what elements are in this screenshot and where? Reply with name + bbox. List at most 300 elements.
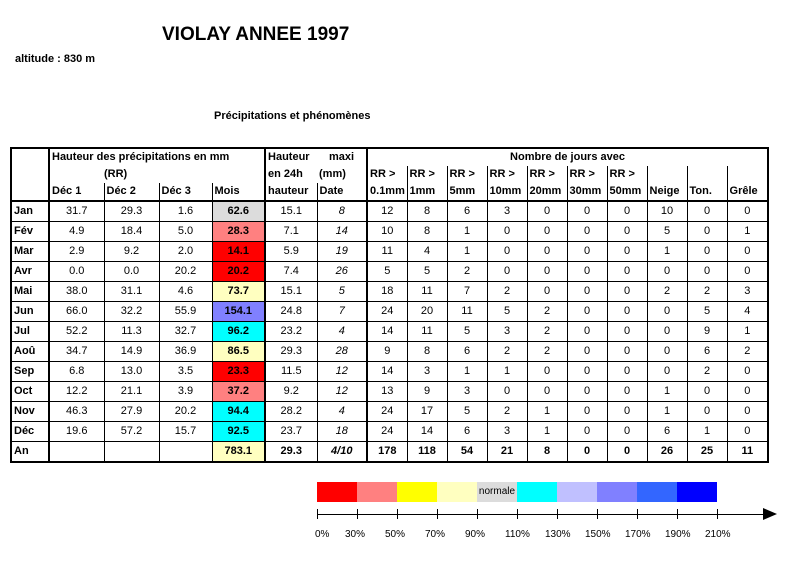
day-count-cell: 24 (367, 302, 407, 322)
max-date-cell: 4 (317, 402, 367, 422)
day-count-cell: 0 (567, 201, 607, 222)
scale-tick (477, 509, 478, 519)
decade-3-cell: 2.0 (159, 242, 212, 262)
month-label: Mar (11, 242, 49, 262)
day-count-cell: 5 (487, 302, 527, 322)
section-subtitle: Précipitations et phénomènes (214, 110, 371, 122)
day-count-cell: 0 (607, 282, 647, 302)
month-label: Sep (11, 362, 49, 382)
annual-total-row (11, 442, 768, 463)
decade-2-cell: 21.1 (104, 382, 159, 402)
day-count-cell: 0 (687, 242, 727, 262)
day-count-cell: 4 (727, 302, 768, 322)
decade-2-cell: 9.2 (104, 242, 159, 262)
day-count-cell: 3 (487, 422, 527, 442)
month-label: Mai (11, 282, 49, 302)
month-total-cell: 86.5 (212, 342, 265, 362)
max-date-cell: 26 (317, 262, 367, 282)
day-count-cell: 1 (647, 402, 687, 422)
day-count-cell: 0 (567, 322, 607, 342)
day-count-cell: 0 (607, 201, 647, 222)
column-header: 50mm (607, 183, 647, 201)
day-count-cell: 0 (727, 242, 768, 262)
day-count-cell: 0 (647, 322, 687, 342)
day-count-cell: 0 (487, 242, 527, 262)
column-header: 1mm (407, 183, 447, 201)
max-24h-cell: 11.5 (265, 362, 317, 382)
scale-tick (317, 509, 318, 519)
annual-max-cell: 29.3 (265, 442, 317, 463)
day-count-cell: 2 (487, 282, 527, 302)
month-label: Oct (11, 382, 49, 402)
scale-tick-label: 170% (625, 529, 651, 540)
day-count-cell: 13 (367, 382, 407, 402)
max-24h-cell: 9.2 (265, 382, 317, 402)
day-count-cell: 0 (727, 362, 768, 382)
day-count-cell: 10 (367, 222, 407, 242)
day-count-cell: 0 (567, 342, 607, 362)
decade-2-cell: 27.9 (104, 402, 159, 422)
scale-tick (597, 509, 598, 519)
day-count-cell: 0 (527, 282, 567, 302)
scale-tick (677, 509, 678, 519)
day-count-cell: 0 (567, 242, 607, 262)
day-count-cell: 0 (527, 242, 567, 262)
day-count-cell: 1 (727, 322, 768, 342)
day-count-cell: 0 (647, 302, 687, 322)
max-date-cell: 12 (317, 362, 367, 382)
decade-1-cell: 34.7 (49, 342, 104, 362)
column-header: 10mm (487, 183, 527, 201)
day-count-cell: 11 (447, 302, 487, 322)
day-count-cell: 0 (647, 362, 687, 382)
day-count-cell: 0 (527, 362, 567, 382)
max-date-cell: 4 (317, 322, 367, 342)
month-total-cell: 154.1 (212, 302, 265, 322)
day-count-cell: 0 (687, 201, 727, 222)
column-header: Mois (212, 183, 265, 201)
day-count-cell: 3 (727, 282, 768, 302)
precip-group-header: Hauteur des précipitations en mm (49, 148, 265, 166)
annual-count-cell: 0 (607, 442, 647, 463)
decade-2-cell: 13.0 (104, 362, 159, 382)
annual-date-cell: 4/10 (317, 442, 367, 463)
day-count-cell: 3 (447, 382, 487, 402)
day-count-cell: 0 (607, 242, 647, 262)
day-count-cell: 6 (447, 201, 487, 222)
maxi-header-2a: en 24h (265, 166, 317, 183)
day-count-cell: 6 (687, 342, 727, 362)
table-cell (104, 442, 159, 463)
annual-count-cell: 26 (647, 442, 687, 463)
day-count-cell: 9 (367, 342, 407, 362)
day-count-cell: 0 (567, 262, 607, 282)
column-header: 20mm (527, 183, 567, 201)
day-count-cell: 2 (527, 342, 567, 362)
month-total-cell: 94.4 (212, 402, 265, 422)
decade-1-cell: 19.6 (49, 422, 104, 442)
annual-total-cell: 783.1 (212, 442, 265, 463)
scale-axis (317, 514, 767, 515)
scale-tick-label: 0% (315, 529, 330, 540)
month-total-cell: 92.5 (212, 422, 265, 442)
table-row (11, 242, 768, 262)
day-count-cell: 1 (687, 422, 727, 442)
month-label: Aoû (11, 342, 49, 362)
scale-tick-label: 70% (425, 529, 446, 540)
day-count-cell: 2 (687, 282, 727, 302)
day-count-cell: 0 (687, 382, 727, 402)
table-row (11, 382, 768, 402)
month-total-cell: 14.1 (212, 242, 265, 262)
day-count-cell: 8 (407, 222, 447, 242)
column-header: 5mm (447, 183, 487, 201)
day-count-cell: 20 (407, 302, 447, 322)
max-24h-cell: 5.9 (265, 242, 317, 262)
legend-swatch: normale (477, 482, 517, 502)
decade-3-cell: 20.2 (159, 262, 212, 282)
altitude-label: altitude : 830 m (15, 53, 96, 65)
day-count-cell: 0 (607, 322, 647, 342)
day-count-cell: 1 (487, 362, 527, 382)
column-header: 30mm (567, 183, 607, 201)
day-count-cell: 0 (567, 362, 607, 382)
day-count-cell: 0 (527, 201, 567, 222)
annual-count-cell: 25 (687, 442, 727, 463)
table-row (11, 322, 768, 342)
day-count-cell: 0 (687, 222, 727, 242)
month-total-cell: 73.7 (212, 282, 265, 302)
day-count-cell: 0 (727, 382, 768, 402)
day-count-cell: 14 (367, 322, 407, 342)
day-count-cell: 5 (447, 322, 487, 342)
day-count-cell: 1 (447, 242, 487, 262)
month-total-cell: 37.2 (212, 382, 265, 402)
maxi-header-1b: maxi (317, 148, 367, 166)
decade-1-cell: 46.3 (49, 402, 104, 422)
day-count-cell: 1 (447, 362, 487, 382)
decade-1-cell: 12.2 (49, 382, 104, 402)
max-24h-cell: 15.1 (265, 201, 317, 222)
annual-count-cell: 178 (367, 442, 407, 463)
day-count-cell: 0 (567, 222, 607, 242)
day-count-cell: 6 (447, 422, 487, 442)
days-group-header: Nombre de jours avec (367, 148, 768, 166)
precipitation-table (10, 147, 769, 463)
day-count-cell: 0 (487, 222, 527, 242)
decade-3-cell: 55.9 (159, 302, 212, 322)
legend-swatch (557, 482, 597, 502)
day-count-cell: 0 (727, 262, 768, 282)
max-24h-cell: 24.8 (265, 302, 317, 322)
max-date-cell: 8 (317, 201, 367, 222)
day-count-cell: 7 (447, 282, 487, 302)
legend-swatch (597, 482, 637, 502)
day-count-cell: 0 (727, 422, 768, 442)
decade-3-cell: 5.0 (159, 222, 212, 242)
column-header: Déc 2 (104, 183, 159, 201)
decade-1-cell: 6.8 (49, 362, 104, 382)
max-date-cell: 28 (317, 342, 367, 362)
max-24h-cell: 7.4 (265, 262, 317, 282)
max-24h-cell: 23.2 (265, 322, 317, 342)
day-count-cell: 0 (607, 402, 647, 422)
day-count-cell: 0 (687, 262, 727, 282)
day-count-cell: 6 (647, 422, 687, 442)
day-count-cell: 1 (527, 422, 567, 442)
decade-2-cell: 31.1 (104, 282, 159, 302)
table-row (11, 262, 768, 282)
decade-1-cell: 2.9 (49, 242, 104, 262)
decade-3-cell: 4.6 (159, 282, 212, 302)
month-label: Jun (11, 302, 49, 322)
max-date-cell: 14 (317, 222, 367, 242)
day-count-cell: 2 (647, 282, 687, 302)
day-count-cell: 5 (687, 302, 727, 322)
color-scale-legend (317, 482, 717, 502)
day-count-cell: 3 (487, 322, 527, 342)
max-date-cell: 19 (317, 242, 367, 262)
column-header: Déc 3 (159, 183, 212, 201)
table-row (11, 422, 768, 442)
day-count-cell: 1 (647, 242, 687, 262)
day-count-cell: 0 (727, 201, 768, 222)
scale-tick (637, 509, 638, 519)
max-24h-cell: 28.2 (265, 402, 317, 422)
column-header: Déc 1 (49, 183, 104, 201)
scale-tick-label: 90% (465, 529, 486, 540)
annual-label: An (11, 442, 49, 463)
rr-prefix: RR > (407, 166, 447, 183)
day-count-cell: 0 (607, 222, 647, 242)
day-count-cell: 5 (407, 262, 447, 282)
decade-2-cell: 57.2 (104, 422, 159, 442)
scale-tick (717, 509, 718, 519)
day-count-cell: 0 (727, 402, 768, 422)
month-total-cell: 96.2 (212, 322, 265, 342)
table-cell (49, 442, 104, 463)
legend-swatch (437, 482, 477, 502)
day-count-cell: 1 (447, 222, 487, 242)
scale-tick-label: 190% (665, 529, 691, 540)
scale-tick-label: 150% (585, 529, 611, 540)
month-total-cell: 28.3 (212, 222, 265, 242)
table-row (11, 201, 768, 222)
day-count-cell: 2 (487, 342, 527, 362)
max-24h-cell: 23.7 (265, 422, 317, 442)
day-count-cell: 0 (487, 262, 527, 282)
day-count-cell: 0 (567, 402, 607, 422)
decade-2-cell: 11.3 (104, 322, 159, 342)
max-24h-cell: 15.1 (265, 282, 317, 302)
legend-swatch (517, 482, 557, 502)
decade-2-cell: 29.3 (104, 201, 159, 222)
day-count-cell: 1 (527, 402, 567, 422)
month-total-cell: 23.3 (212, 362, 265, 382)
scale-tick (517, 509, 518, 519)
annual-count-cell: 0 (567, 442, 607, 463)
annual-count-cell: 11 (727, 442, 768, 463)
day-count-cell: 2 (487, 402, 527, 422)
month-label: Nov (11, 402, 49, 422)
day-count-cell: 8 (407, 342, 447, 362)
decade-3-cell: 32.7 (159, 322, 212, 342)
day-count-cell: 0 (567, 282, 607, 302)
column-header: hauteur (265, 183, 317, 201)
day-count-cell: 1 (647, 382, 687, 402)
page-title: VIOLAY ANNEE 1997 (162, 24, 350, 45)
decade-1-cell: 0.0 (49, 262, 104, 282)
month-label: Déc (11, 422, 49, 442)
decade-1-cell: 66.0 (49, 302, 104, 322)
day-count-cell: 2 (727, 342, 768, 362)
day-count-cell: 24 (367, 422, 407, 442)
max-date-cell: 5 (317, 282, 367, 302)
day-count-cell: 2 (527, 302, 567, 322)
day-count-cell: 4 (407, 242, 447, 262)
decade-3-cell: 15.7 (159, 422, 212, 442)
day-count-cell: 0 (567, 302, 607, 322)
day-count-cell: 9 (687, 322, 727, 342)
day-count-cell: 0 (607, 362, 647, 382)
column-header: 0.1mm (367, 183, 407, 201)
column-header: Grêle (727, 183, 768, 201)
day-count-cell: 5 (647, 222, 687, 242)
decade-1-cell: 52.2 (49, 322, 104, 342)
month-label: Avr (11, 262, 49, 282)
table-row (11, 342, 768, 362)
day-count-cell: 9 (407, 382, 447, 402)
decade-2-cell: 14.9 (104, 342, 159, 362)
day-count-cell: 0 (607, 342, 647, 362)
rr-prefix: RR > (447, 166, 487, 183)
day-count-cell: 3 (487, 201, 527, 222)
decade-2-cell: 0.0 (104, 262, 159, 282)
day-count-cell: 1 (727, 222, 768, 242)
day-count-cell: 0 (607, 302, 647, 322)
annual-count-cell: 118 (407, 442, 447, 463)
annual-count-cell: 54 (447, 442, 487, 463)
month-total-cell: 20.2 (212, 262, 265, 282)
month-label: Jul (11, 322, 49, 342)
month-total-cell: 62.6 (212, 201, 265, 222)
scale-tick-label: 50% (385, 529, 406, 540)
rr-prefix: RR > (607, 166, 647, 183)
scale-tick (557, 509, 558, 519)
day-count-cell: 2 (527, 322, 567, 342)
legend-swatch (677, 482, 717, 502)
rr-prefix: RR > (567, 166, 607, 183)
day-count-cell: 3 (407, 362, 447, 382)
day-count-cell: 0 (527, 222, 567, 242)
day-count-cell: 2 (447, 262, 487, 282)
decade-3-cell: 36.9 (159, 342, 212, 362)
decade-2-cell: 18.4 (104, 222, 159, 242)
annual-count-cell: 21 (487, 442, 527, 463)
column-header: Ton. (687, 183, 727, 201)
max-date-cell: 12 (317, 382, 367, 402)
day-count-cell: 0 (527, 262, 567, 282)
day-count-cell: 0 (527, 382, 567, 402)
max-24h-cell: 29.3 (265, 342, 317, 362)
table-row (11, 222, 768, 242)
legend-swatch (317, 482, 357, 502)
day-count-cell: 5 (447, 402, 487, 422)
day-count-cell: 8 (407, 201, 447, 222)
annual-count-cell: 8 (527, 442, 567, 463)
legend-swatch (357, 482, 397, 502)
scale-tick-label: 130% (545, 529, 571, 540)
day-count-cell: 0 (567, 382, 607, 402)
day-count-cell: 0 (687, 402, 727, 422)
rr-prefix: RR > (367, 166, 407, 183)
day-count-cell: 6 (447, 342, 487, 362)
rr-header: (RR) (49, 166, 265, 183)
max-24h-cell: 7.1 (265, 222, 317, 242)
day-count-cell: 18 (367, 282, 407, 302)
decade-3-cell: 3.5 (159, 362, 212, 382)
maxi-header-2b: (mm) (319, 168, 346, 180)
day-count-cell: 2 (687, 362, 727, 382)
day-count-cell: 12 (367, 201, 407, 222)
scale-tick-label: 30% (345, 529, 366, 540)
table-row (11, 402, 768, 422)
scale-tick (357, 509, 358, 519)
day-count-cell: 0 (647, 262, 687, 282)
scale-tick (397, 509, 398, 519)
day-count-cell: 14 (407, 422, 447, 442)
axis-arrow-icon (763, 508, 777, 520)
rr-prefix: RR > (527, 166, 567, 183)
month-label: Fév (11, 222, 49, 242)
decade-1-cell: 4.9 (49, 222, 104, 242)
maxi-header-1a: Hauteur (265, 148, 317, 166)
scale-tick-label: 110% (505, 529, 530, 540)
decade-3-cell: 1.6 (159, 201, 212, 222)
month-label: Jan (11, 201, 49, 222)
day-count-cell: 5 (367, 262, 407, 282)
day-count-cell: 24 (367, 402, 407, 422)
legend-swatch (397, 482, 437, 502)
day-count-cell: 0 (607, 262, 647, 282)
column-header: Neige (647, 183, 687, 201)
scale-tick (437, 509, 438, 519)
table-row (11, 302, 768, 322)
day-count-cell: 17 (407, 402, 447, 422)
table-row (11, 282, 768, 302)
decade-1-cell: 31.7 (49, 201, 104, 222)
table-row (11, 362, 768, 382)
day-count-cell: 11 (407, 282, 447, 302)
day-count-cell: 0 (647, 342, 687, 362)
day-count-cell: 0 (607, 382, 647, 402)
day-count-cell: 14 (367, 362, 407, 382)
decade-3-cell: 3.9 (159, 382, 212, 402)
max-date-cell: 7 (317, 302, 367, 322)
column-header: Date (317, 183, 367, 201)
legend-swatch (637, 482, 677, 502)
scale-tick-label: 210% (705, 529, 731, 540)
decade-2-cell: 32.2 (104, 302, 159, 322)
day-count-cell: 0 (567, 422, 607, 442)
decade-3-cell: 20.2 (159, 402, 212, 422)
day-count-cell: 10 (647, 201, 687, 222)
day-count-cell: 0 (487, 382, 527, 402)
decade-1-cell: 38.0 (49, 282, 104, 302)
day-count-cell: 11 (367, 242, 407, 262)
table-cell (159, 442, 212, 463)
rr-prefix: RR > (487, 166, 527, 183)
